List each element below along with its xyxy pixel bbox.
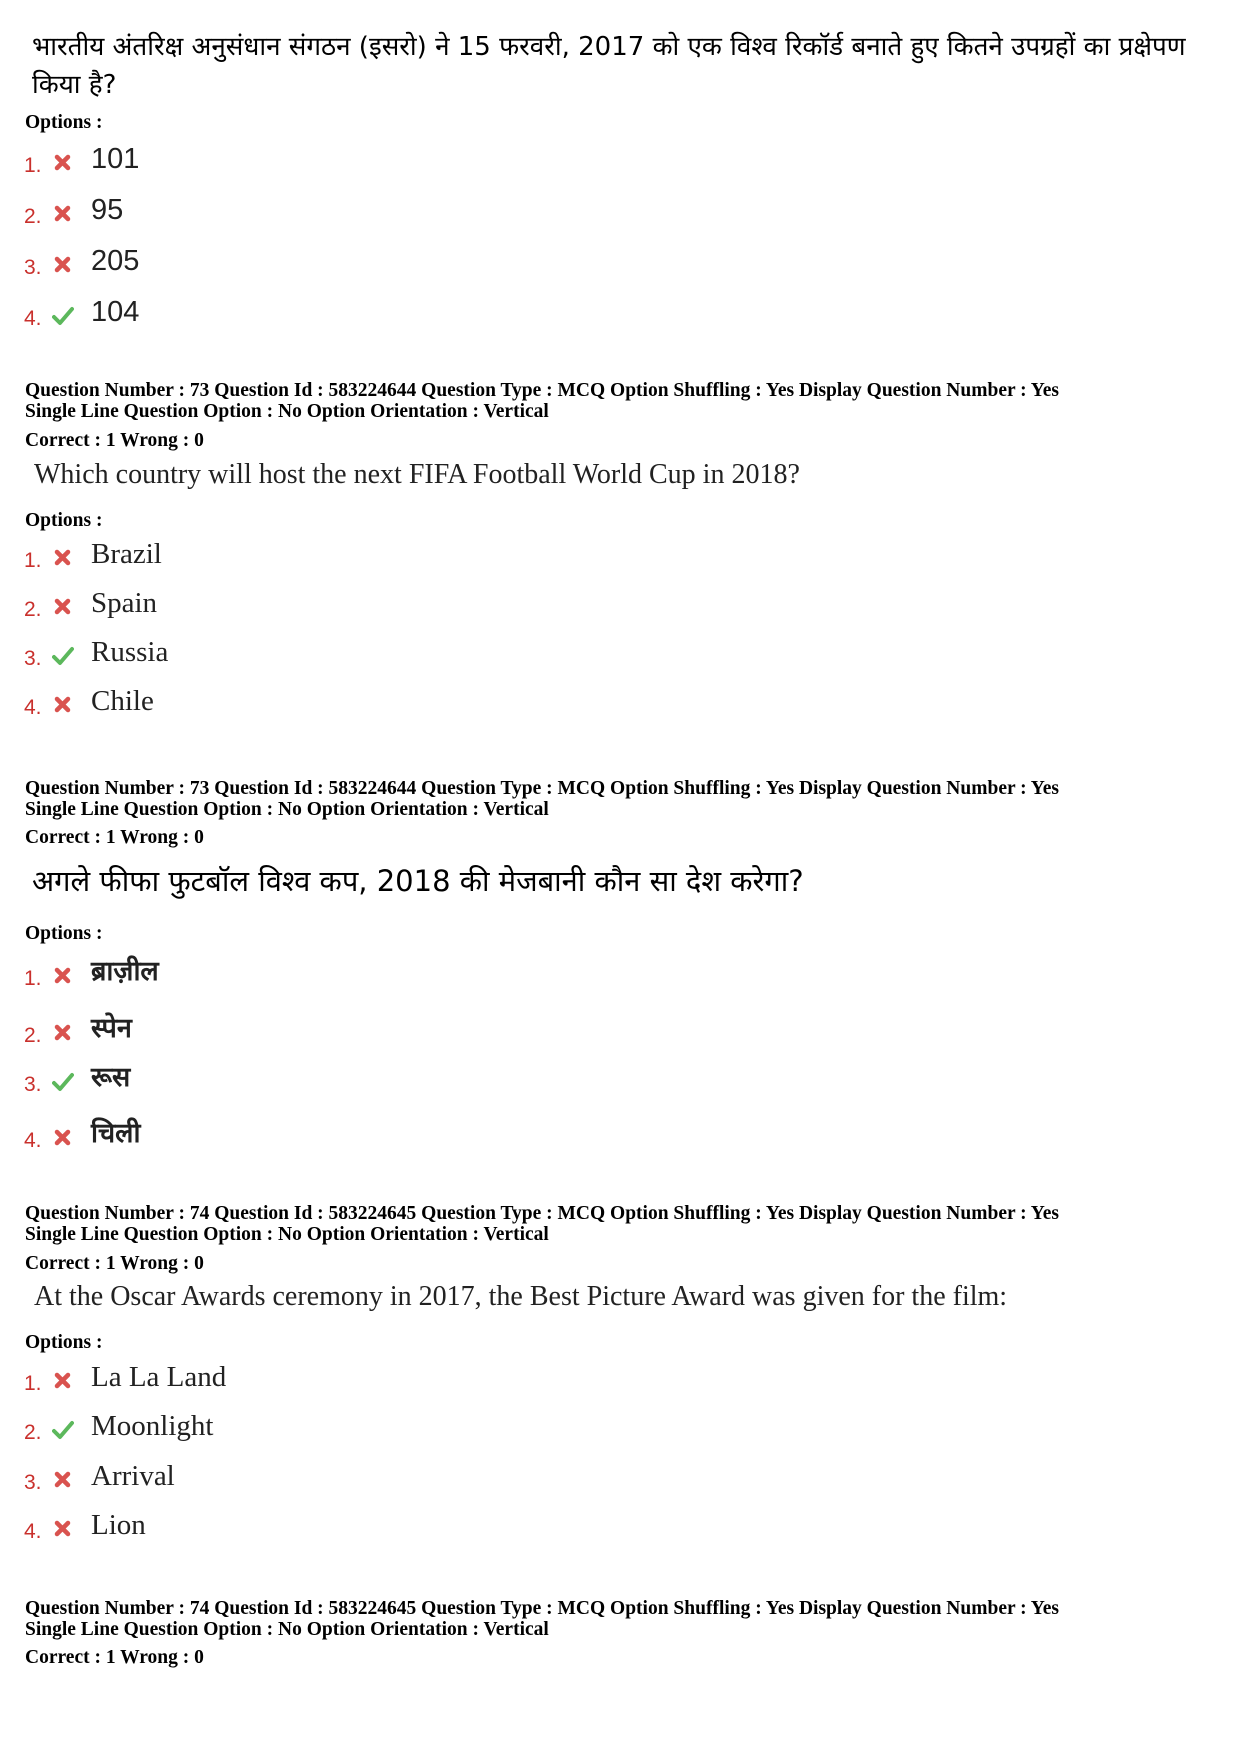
- option-number: 1.: [24, 1372, 42, 1395]
- option-item: [24, 1504, 624, 1548]
- option-label: 205: [91, 245, 140, 277]
- cross-icon: [52, 203, 74, 225]
- option-item: [24, 1113, 624, 1157]
- option-item: [24, 291, 624, 335]
- option-label: Lion: [91, 1509, 146, 1541]
- option-label: 104: [91, 296, 140, 328]
- cross-icon: [52, 1469, 74, 1491]
- cross-icon: [52, 965, 74, 987]
- cross-icon: [52, 152, 74, 174]
- cross-icon: [52, 547, 74, 569]
- option-item: [24, 240, 624, 284]
- option-item: [24, 1356, 624, 1400]
- metadata-line-1: Question Number : 74 Question Id : 583224645 Question Type : MCQ Option Shuffling : Yes Display Question Number : Yes: [25, 1203, 1059, 1224]
- question-metadata: [25, 1598, 1059, 1640]
- option-number: 4.: [24, 307, 42, 330]
- check-icon: [52, 305, 74, 327]
- option-label: Brazil: [91, 538, 162, 570]
- cross-icon: [52, 694, 74, 716]
- option-item: [24, 680, 624, 724]
- option-item: [24, 1057, 624, 1101]
- option-label: La La Land: [91, 1361, 227, 1393]
- marking-scheme: Correct : 1 Wrong : 0: [25, 1647, 204, 1668]
- option-number: 1.: [24, 154, 42, 177]
- option-number: 4.: [24, 1129, 42, 1152]
- option-number: 1.: [24, 549, 42, 572]
- metadata-line-2: Single Line Question Option : No Option Orientation : Vertical: [25, 799, 549, 820]
- option-number: 3.: [24, 256, 42, 279]
- option-item: [24, 951, 624, 995]
- cross-icon: [52, 1518, 74, 1540]
- option-label: Moonlight: [91, 1410, 214, 1442]
- question-metadata: [25, 380, 1059, 422]
- question-metadata: [25, 778, 1059, 820]
- option-number: 3.: [24, 1471, 42, 1494]
- question-text: अगले फीफा फुटबॉल विश्व कप, 2018 की मेजबानी कौन सा देश करेगा?: [32, 864, 804, 898]
- option-number: 1.: [24, 967, 42, 990]
- option-label: स्पेन: [91, 1013, 132, 1044]
- option-item: [24, 582, 624, 626]
- marking-scheme: Correct : 1 Wrong : 0: [25, 430, 204, 451]
- option-label: Arrival: [91, 1460, 175, 1492]
- option-item: [24, 1008, 624, 1052]
- option-number: 2.: [24, 598, 42, 621]
- option-item: [24, 189, 624, 233]
- question-text: भारतीय अंतरिक्ष अनुसंधान संगठन (इसरो) ने 15 फरवरी, 2017 को एक विश्व रिकॉर्ड बनाते हुए कितने उपग्रहों का प्रक्षेपण किया है?: [32, 32, 1186, 100]
- question-text: At the Oscar Awards ceremony in 2017, the Best Picture Award was given for the film:: [34, 1281, 1008, 1312]
- options-label: Options :: [25, 923, 103, 944]
- option-number: 3.: [24, 647, 42, 670]
- option-number: 2.: [24, 205, 42, 228]
- metadata-line-1: Question Number : 74 Question Id : 583224645 Question Type : MCQ Option Shuffling : Yes Display Question Number : Yes: [25, 1598, 1059, 1619]
- option-label: Russia: [91, 636, 169, 668]
- marking-scheme: Correct : 1 Wrong : 0: [25, 827, 204, 848]
- option-label: ब्राज़ील: [91, 956, 159, 987]
- options-label: Options :: [25, 112, 103, 133]
- cross-icon: [52, 1022, 74, 1044]
- metadata-line-1: Question Number : 73 Question Id : 583224644 Question Type : MCQ Option Shuffling : Yes Display Question Number : Yes: [25, 778, 1059, 799]
- option-label: 101: [91, 143, 140, 175]
- metadata-line-1: Question Number : 73 Question Id : 583224644 Question Type : MCQ Option Shuffling : Yes Display Question Number : Yes: [25, 380, 1059, 401]
- option-item: [24, 1405, 624, 1449]
- option-number: 4.: [24, 696, 42, 719]
- option-label: रूस: [91, 1062, 131, 1093]
- marking-scheme: Correct : 1 Wrong : 0: [25, 1253, 204, 1274]
- metadata-line-2: Single Line Question Option : No Option Orientation : Vertical: [25, 1619, 549, 1640]
- cross-icon: [52, 596, 74, 618]
- question-text: Which country will host the next FIFA Football World Cup in 2018?: [34, 459, 800, 490]
- option-number: 2.: [24, 1024, 42, 1047]
- cross-icon: [52, 1127, 74, 1149]
- options-label: Options :: [25, 510, 103, 531]
- option-label: Spain: [91, 587, 158, 619]
- option-label: 95: [91, 194, 124, 226]
- metadata-line-2: Single Line Question Option : No Option Orientation : Vertical: [25, 1224, 549, 1245]
- option-label: चिली: [91, 1118, 141, 1149]
- question-metadata: [25, 1203, 1059, 1245]
- option-item: [24, 533, 624, 577]
- check-icon: [52, 645, 74, 667]
- option-item: [24, 1455, 624, 1499]
- option-number: 3.: [24, 1073, 42, 1096]
- metadata-line-2: Single Line Question Option : No Option Orientation : Vertical: [25, 401, 549, 422]
- option-item: [24, 138, 624, 182]
- option-item: [24, 631, 624, 675]
- option-number: 2.: [24, 1421, 42, 1444]
- check-icon: [52, 1071, 74, 1093]
- option-number: 4.: [24, 1520, 42, 1543]
- options-label: Options :: [25, 1332, 103, 1353]
- option-label: Chile: [91, 685, 154, 717]
- cross-icon: [52, 254, 74, 276]
- cross-icon: [52, 1370, 74, 1392]
- check-icon: [52, 1419, 74, 1441]
